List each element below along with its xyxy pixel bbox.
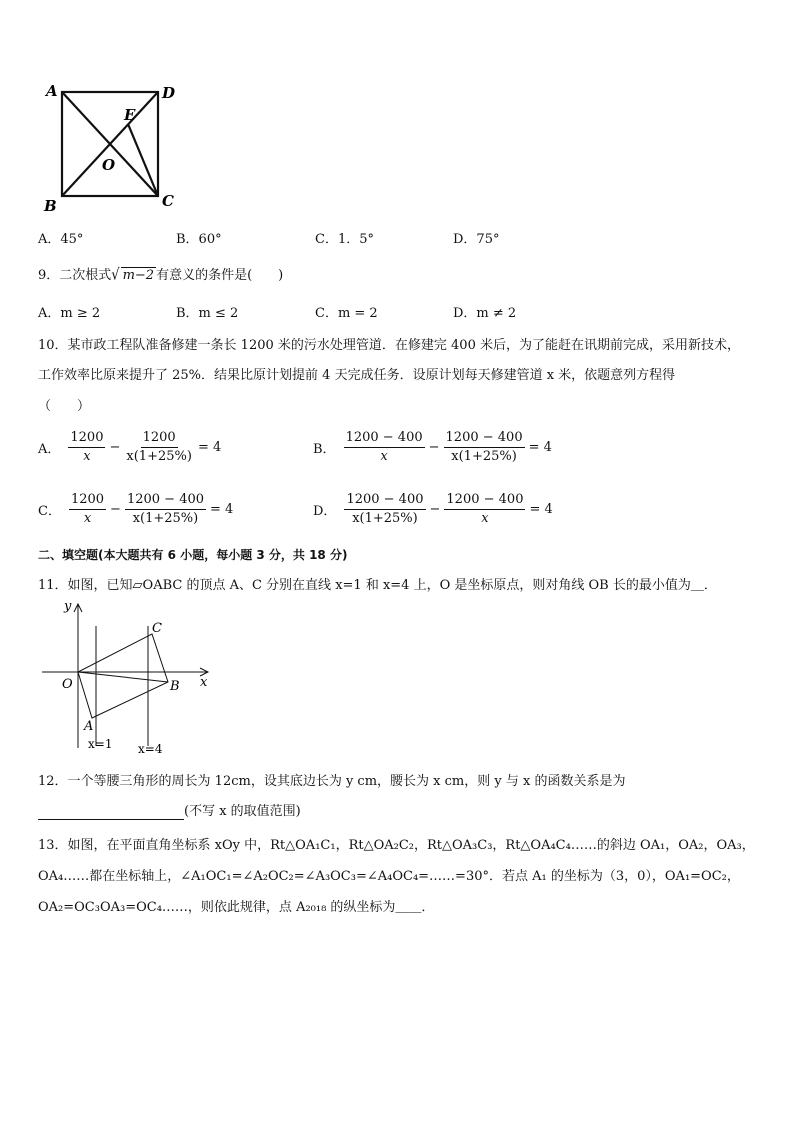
- denominator: x(1+25%): [126, 449, 192, 464]
- numerator: 1200 − 400: [344, 492, 425, 510]
- numerator: 1200 − 400: [444, 430, 525, 448]
- q10-b-label: B．: [313, 442, 336, 457]
- equation-rhs: = 4: [197, 440, 222, 455]
- q9-prefix: 9．二次根式: [38, 268, 112, 283]
- q10-option-c: [38, 492, 233, 527]
- q13-line-2: OA₄……都在坐标轴上，∠A₁OC₁=∠A₂OC₂=∠A₃OC₃=∠A₄OC₄=……=30°．若点 A₁ 的坐标为（3，0），OA₁=OC₂，: [38, 869, 740, 884]
- answer-blank[interactable]: [38, 804, 184, 820]
- fraction: [344, 430, 425, 465]
- q9-radicand: m−2: [122, 268, 155, 283]
- q8-option-b: B．60°: [176, 232, 222, 247]
- point-e-label: E: [124, 106, 136, 124]
- fraction: [344, 492, 425, 527]
- center-o-label: O: [102, 156, 116, 174]
- q8-option-a: A．45°: [38, 232, 84, 247]
- line-x4-label: x=4: [138, 742, 163, 756]
- fraction: [69, 492, 106, 527]
- q10-option-b: [313, 430, 552, 465]
- section-heading: 二、填空题(本大题共有 6 小题，每小题 3 分，共 18 分): [38, 548, 348, 562]
- denominator: x: [83, 449, 91, 464]
- y-axis-label: y: [64, 599, 72, 614]
- radical-sign-icon: √: [111, 266, 120, 285]
- minus-sign: −: [429, 502, 441, 517]
- x-axis-label: x: [200, 675, 208, 690]
- line-x1-label: x=1: [88, 737, 113, 751]
- numerator: 1200: [141, 430, 178, 448]
- q9-option-a: A．m ≥ 2: [38, 306, 101, 321]
- denominator: x: [380, 449, 388, 464]
- equation-rhs: = 4: [529, 502, 553, 517]
- q9-option-d: D．m ≠ 2: [453, 306, 517, 321]
- q10-option-a: [38, 430, 221, 465]
- fraction: [125, 492, 206, 527]
- fraction: [444, 430, 525, 465]
- vertex-c-label: C: [162, 192, 174, 210]
- numerator: 1200 − 400: [344, 430, 425, 448]
- denominator: x: [481, 511, 489, 526]
- q12-line-2: [38, 800, 301, 820]
- denominator: x(1+25%): [451, 449, 517, 464]
- equation-rhs: = 4: [528, 440, 552, 455]
- q12-line-1: 12．一个等腰三角形的周长为 12cm，设其底边长为 y cm，腰长为 x cm，则 y 与 x 的函数关系是为: [38, 774, 626, 789]
- q10-line-1: 10．某市政工程队准备修建一条长 1200 米的污水处理管道．在修建完 400 米后，为了能赶在讯期前完成，采用新技术，: [38, 338, 740, 353]
- q10-line-3: （ ）: [38, 399, 91, 414]
- q9-question: [38, 264, 283, 283]
- point-a-label: A: [84, 719, 94, 734]
- q10-line-2: 工作效率比原来提升了 25%．结果比原计划提前 4 天完成任务．设原计划每天修建管道 x 米，依题意列方程得: [38, 368, 676, 383]
- q11-question: 11．如图，已知▱OABC 的顶点 A、C 分别在直线 x=1 和 x=4 上，O 是坐标原点，则对角线 OB 长的最小值为＿．: [38, 578, 717, 593]
- square-figure: [40, 80, 190, 215]
- denominator: x: [83, 511, 92, 526]
- vertex-d-label: D: [162, 84, 176, 102]
- q10-a-label: A．: [38, 442, 61, 457]
- q9-option-c: C．m = 2: [315, 306, 378, 321]
- numerator: 1200: [68, 430, 105, 448]
- q13-line-3: OA₂=OC₃OA₃=OC₄……，则依此规律，点 A₂₀₁₈ 的纵坐标为＿＿．: [38, 900, 435, 915]
- q8-option-d: D．75°: [453, 232, 500, 247]
- equation-rhs: = 4: [210, 502, 234, 517]
- fraction: [68, 430, 105, 465]
- q8-option-c: C．1．5°: [315, 232, 374, 247]
- q9-option-b: B．m ≤ 2: [176, 306, 239, 321]
- minus-sign: −: [110, 502, 121, 517]
- q10-c-label: C．: [38, 504, 61, 519]
- denominator: x(1+25%): [352, 511, 418, 526]
- coordinate-figure: [36, 596, 226, 756]
- numerator: 1200: [69, 492, 106, 510]
- minus-sign: −: [109, 440, 121, 455]
- point-b-label: B: [170, 679, 180, 694]
- fraction: [444, 492, 525, 527]
- origin-label: O: [62, 677, 73, 692]
- denominator: x(1+25%): [132, 511, 199, 526]
- q13-line-1: 13．如图，在平面直角坐标系 xOy 中，Rt△OA₁C₁，Rt△OA₂C₂，Rt△OA₃C₃，Rt△OA₄C₄……的斜边 OA₁，OA₂，OA₃，: [38, 838, 755, 853]
- vertex-b-label: B: [44, 197, 57, 215]
- q10-d-label: D．: [313, 504, 337, 519]
- q9-suffix: 有意义的条件是( ): [156, 268, 284, 283]
- fraction: [124, 430, 194, 465]
- point-c-label: C: [152, 621, 162, 636]
- q10-option-d: [313, 492, 553, 527]
- q12-note: (不写 x 的取值范围): [184, 804, 301, 819]
- vertex-a-label: A: [46, 82, 58, 100]
- numerator: 1200 − 400: [125, 492, 206, 510]
- numerator: 1200 − 400: [444, 492, 525, 510]
- minus-sign: −: [428, 440, 440, 455]
